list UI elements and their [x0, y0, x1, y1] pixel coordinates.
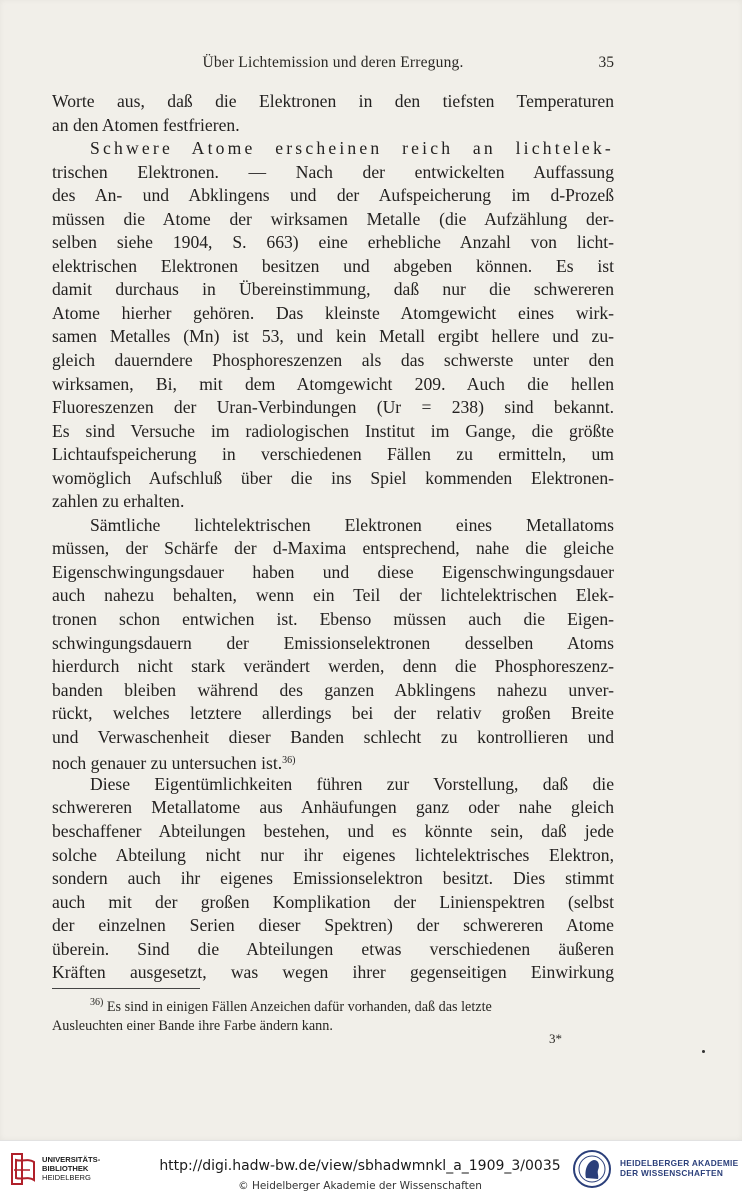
text-line: der einzelnen Serien dieser Spektren) der schwereren Atome — [52, 915, 614, 936]
ub-wordmark — [42, 1156, 100, 1182]
footnote-marker: 36) — [90, 997, 104, 1008]
text-line: Eigenschwingungsdauer haben und diese Eigenschwingungsdauer — [52, 561, 614, 582]
text-line: samen Metalles (Mn) ist 53, und kein Metall ergibt hellere und zu- — [52, 326, 614, 347]
text-line: banden bleiben während des ganzen Abklingens nahezu unver- — [52, 679, 614, 700]
text-line: trischen Elektronen. — Nach der entwickelten Auffassung — [52, 161, 614, 182]
text-line: Sämtliche lichtelektrischen Elektronen eines Metallatoms — [90, 514, 614, 535]
body-text — [52, 90, 614, 985]
text-line: auch mit der großen Komplikation der Linienspektren (selbst — [52, 891, 614, 912]
text-line: Es sind Versuche im radiologischen Institut im Gange, die größte — [52, 420, 614, 441]
text-line-with-footnote — [52, 749, 614, 773]
text-line: elektrischen Elektronen besitzen und abgeben können. Es ist — [52, 255, 614, 276]
text-line: selben siehe 1904, S. 663) eine erhebliche Anzahl von licht- — [52, 232, 614, 253]
academy-seal-icon[interactable] — [572, 1148, 612, 1190]
scan-speck — [702, 1050, 705, 1053]
text-line: sondern auch ihr eigenes Emissionselektron besitzt. Dies stimmt — [52, 868, 614, 889]
text-line: hierdurch nicht stark verändert werden, denn die Phosphoreszenz- — [52, 656, 614, 677]
text-line: auch nahezu behalten, wenn ein Teil der lichtelektrischen Elek- — [52, 585, 614, 606]
text-line: zahlen zu erhalten. — [52, 491, 185, 512]
text-line: tronen schon entwichen ist. Ebenso müssen auch die Eigen- — [52, 609, 614, 630]
text-line: beschaffener Abteilungen bestehen, und es könnte sein, daß jede — [52, 820, 614, 841]
page-number: 35 — [598, 54, 614, 71]
text-line: rückt, welches letztere allerdings bei der relativ großen Breite — [52, 703, 614, 724]
footnote-line — [52, 994, 614, 1017]
footnote — [52, 994, 614, 1035]
academy-line: HEIDELBERGER AKADEMIE — [620, 1158, 739, 1168]
text-line: solche Abteilung nicht nur ihr eigenes lichtelektrisches Elektron, — [52, 844, 614, 865]
text-line: müssen die Atome der wirksamen Metalle (die Aufzählung der- — [52, 208, 614, 229]
running-title: Über Lichtemission und deren Erregung. — [202, 54, 464, 71]
page-header — [52, 52, 614, 76]
text-line: des An- und Abklingens und der Aufspeicherung im d-Prozeß — [52, 185, 614, 206]
text-line: Diese Eigentümlichkeiten führen zur Vorstellung, daß die — [90, 773, 614, 794]
permalink-url[interactable]: http://digi.hadw-bw.de/view/sbhadwmnkl_a_1909_3/0035 — [159, 1158, 561, 1174]
ub-emblem-icon — [8, 1150, 38, 1188]
academy-line: DER WISSENSCHAFTEN — [620, 1168, 724, 1178]
ub-line: HEIDELBERG — [42, 1172, 91, 1182]
text-line: Kräften ausgesetzt, was wegen ihrer gegenseitigen Einwirkung — [52, 962, 614, 983]
copyright-notice: © Heidelberger Akademie der Wissenschaften — [238, 1180, 482, 1192]
academy-wordmark — [620, 1158, 738, 1178]
text-line: Worte aus, daß die Elektronen in den tiefsten Temperaturen — [52, 91, 614, 111]
text-line: an den Atomen festfrieren. — [52, 114, 240, 135]
footnote-line: Ausleuchten einer Bande ihre Farbe ändern kann. — [52, 1017, 333, 1034]
footnote-rule — [52, 988, 200, 989]
text-line: Lichtaufspeicherung in verschiedenen Fällen zu ermitteln, um — [52, 444, 614, 465]
text-line: noch genauer zu untersuchen ist. — [52, 753, 283, 774]
ub-line: BIBLIOTHEK — [42, 1163, 89, 1173]
text-line: womöglich Aufschluß über die ins Spiel kommenden Elektronen- — [52, 467, 614, 488]
text-line: und Verwaschenheit dieser Banden schlecht zu kontrollieren und — [52, 726, 614, 747]
text-line: Schwere Atome erscheinen reich an lichtelek- — [90, 138, 614, 159]
text-line: schwingungsdauern der Emissionselektronen desselben Atoms — [52, 632, 614, 653]
text-line: wirksamen, Bi, mit dem Atomgewicht 209. Auch die hellen — [52, 373, 614, 394]
footnote-reference: 36) — [282, 755, 296, 767]
text-line: damit durchaus in Übereinstimmung, daß nur die schwereren — [52, 279, 614, 300]
text-line: schwereren Metallatome aus Anhäufungen ganz oder nahe gleich — [52, 797, 614, 818]
ub-line: UNIVERSITÄTS- — [42, 1155, 101, 1164]
text-line: überein. Sind die Abteilungen etwas verschiedenen äußeren — [52, 938, 614, 959]
text-line: Fluoreszenzen der Uran-Verbindungen (Ur = 238) sind bekannt. — [52, 397, 614, 418]
university-library-logo[interactable] — [8, 1150, 128, 1188]
text-line: gleich dauerndere Phosphoreszenzen als das schwerste unter den — [52, 350, 614, 371]
footnote-text: Es sind in einigen Fällen Anzeichen dafür vorhanden, daß das letzte — [106, 999, 492, 1015]
signature-mark: 3* — [549, 1031, 562, 1046]
text-line: müssen, der Schärfe der d-Maxima entsprechend, nahe die gleiche — [52, 538, 614, 559]
text-line: Atome hierher gehören. Das kleinste Atomgewicht eines wirk- — [52, 302, 614, 323]
